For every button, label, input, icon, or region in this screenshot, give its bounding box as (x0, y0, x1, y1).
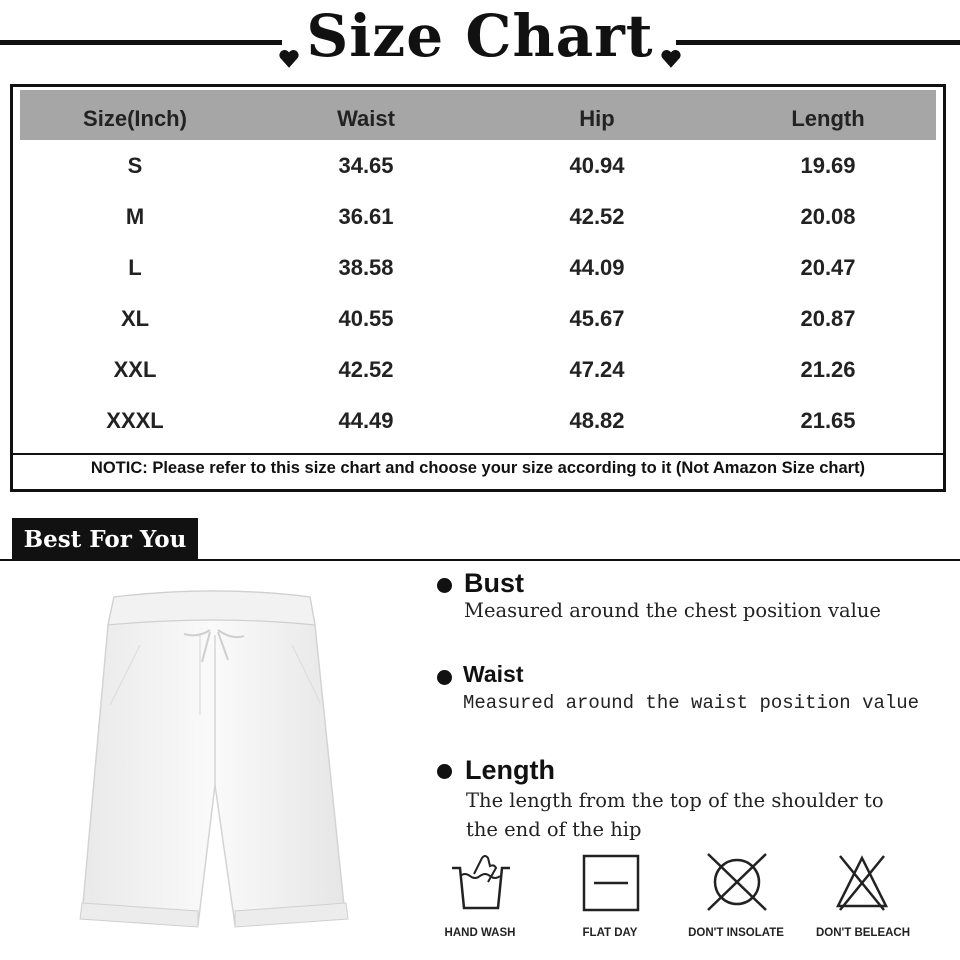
header-hip: Hip (579, 106, 615, 131)
shorts-product-image (70, 585, 360, 955)
header-waist: Waist (337, 106, 395, 131)
header-length: Length (791, 106, 865, 131)
cell-hip: 47.24 (569, 357, 625, 382)
table-row (20, 395, 936, 446)
cell-hip: 44.09 (569, 255, 625, 280)
cell-length: 20.08 (800, 204, 856, 229)
table-row (20, 344, 936, 395)
care-label-dont-bleach: DON'T BELEACH (815, 927, 911, 939)
care-label-dont-insolate: DON'T INSOLATE (688, 927, 784, 939)
size-table (10, 84, 946, 492)
table-row (20, 293, 936, 344)
cell-size: L (128, 255, 142, 280)
cell-hip: 42.52 (569, 204, 625, 229)
cell-size: XL (120, 306, 150, 331)
measure-desc-bust: Measured around the chest position value (464, 599, 881, 622)
measure-desc-length-line2: the end of the hip (466, 818, 642, 841)
cell-waist: 38.58 (338, 255, 394, 280)
page-title: Size Chart (306, 2, 654, 70)
measure-title-length: Length (465, 755, 555, 785)
cell-waist: 44.49 (338, 408, 394, 433)
cell-waist: 40.55 (338, 306, 394, 331)
bullet-icon (437, 764, 452, 779)
cell-size: S (127, 153, 143, 178)
cell-hip: 48.82 (569, 408, 625, 433)
measure-desc-length-line1: The length from the top of the shoulder to (466, 789, 884, 812)
cell-size: XXXL (106, 408, 164, 433)
table-header (20, 90, 936, 140)
table-row (20, 242, 936, 293)
table-divider (13, 453, 943, 455)
hand-wash-icon (448, 852, 514, 912)
cell-size: XXL (113, 357, 157, 382)
cell-hip: 40.94 (569, 153, 625, 178)
cell-length: 19.69 (800, 153, 856, 178)
measure-title-waist: Waist (463, 661, 524, 687)
cell-size: M (125, 204, 145, 229)
bullet-icon (437, 670, 452, 685)
cell-length: 21.65 (800, 408, 856, 433)
header-size: Size(Inch) (83, 106, 187, 131)
cell-waist: 42.52 (338, 357, 394, 382)
section-tab: Best For You (12, 518, 198, 560)
table-row (20, 191, 936, 242)
cell-length: 21.26 (800, 357, 856, 382)
section-rule (0, 559, 960, 561)
dont-insolate-icon (704, 852, 770, 912)
measure-desc-waist: Measured around the waist position value (463, 692, 920, 714)
cell-waist: 36.61 (338, 204, 394, 229)
care-label-flat-dry: FLAT DAY (582, 927, 638, 939)
cell-length: 20.47 (800, 255, 856, 280)
cell-length: 20.87 (800, 306, 856, 331)
size-notice: NOTIC: Please refer to this size chart and choose your size according to it (Not Amazon Size chart) (90, 459, 866, 477)
table-row (20, 140, 936, 191)
dont-bleach-icon (834, 852, 890, 912)
care-label-hand-wash: HAND WASH (444, 927, 516, 939)
bullet-icon (437, 578, 452, 593)
cell-hip: 45.67 (569, 306, 625, 331)
measure-title-bust: Bust (464, 568, 524, 598)
flat-dry-icon (582, 854, 640, 912)
cell-waist: 34.65 (338, 153, 394, 178)
